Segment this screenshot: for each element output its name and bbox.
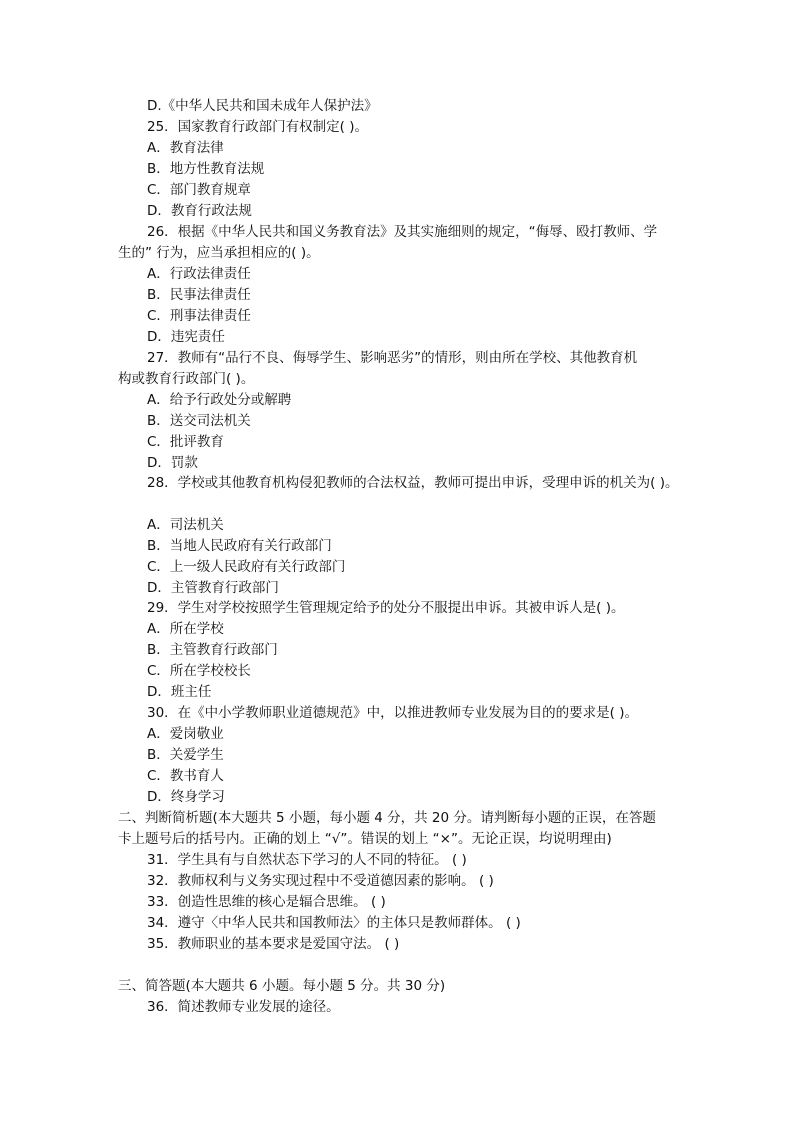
option-30d: D．终身学习 bbox=[147, 789, 225, 805]
question-31: 31．学生具有与自然状态下学习的人不同的特征。 ( ) bbox=[147, 852, 467, 868]
option-30a: A．爱岗敬业 bbox=[147, 726, 224, 742]
question-26-cont: 生的” 行为，应当承担相应的( )。 bbox=[118, 245, 320, 261]
option-28c: C．上一级人民政府有关行政部门 bbox=[147, 559, 346, 575]
option-30c: C．教书育人 bbox=[147, 768, 224, 784]
section-2-heading: 二、判断简析题(本大题共 5 小题，每小题 4 分，共 20 分。请判断每小题的正误，在答题 bbox=[118, 810, 656, 826]
question-27: 27．教师有“品行不良、侮辱学生、影响恶劣”的情形，则由所在学校、其他教育机 bbox=[147, 350, 638, 366]
question-30: 30．在《中小学教师职业道德规范》中，以推进教师专业发展为目的的要求是( )。 bbox=[147, 705, 639, 721]
option-25d: D．教育行政法规 bbox=[147, 203, 252, 219]
option-25c: C．部门教育规章 bbox=[147, 182, 251, 198]
option-24d: D.《中华人民共和国未成年人保护法》 bbox=[147, 98, 378, 114]
question-36: 36．简述教师专业发展的途径。 bbox=[147, 999, 340, 1015]
question-29: 29．学生对学校按照学生管理规定给予的处分不服提出申诉。其被申诉人是( )。 bbox=[147, 600, 625, 616]
option-29a: A．所在学校 bbox=[147, 621, 224, 637]
option-29b: B．主管教育行政部门 bbox=[147, 642, 278, 658]
question-35: 35．教师职业的基本要求是爱国守法。 ( ) bbox=[147, 936, 400, 952]
option-27b: B．送交司法机关 bbox=[147, 413, 251, 429]
option-27a: A．给予行政处分或解聘 bbox=[147, 392, 292, 408]
option-26a: A．行政法律责任 bbox=[147, 266, 251, 282]
option-29c: C．所在学校校长 bbox=[147, 663, 251, 679]
option-28a: A．司法机关 bbox=[147, 517, 224, 533]
option-25a: A．教育法律 bbox=[147, 140, 224, 156]
option-28b: B．当地人民政府有关行政部门 bbox=[147, 538, 332, 554]
option-27d: D．罚款 bbox=[147, 455, 198, 471]
option-28d: D．主管教育行政部门 bbox=[147, 580, 279, 596]
option-29d: D．班主任 bbox=[147, 684, 212, 700]
question-28: 28．学校或其他教育机构侵犯教师的合法权益，教师可提出申诉，受理申诉的机关为( )。 bbox=[147, 475, 679, 491]
question-34: 34．遵守〈中华人民共和国教师法〉的主体只是教师群体。 ( ) bbox=[147, 915, 521, 931]
option-26b: B．民事法律责任 bbox=[147, 287, 251, 303]
question-32: 32．教师权利与义务实现过程中不受道德因素的影响。 ( ) bbox=[147, 873, 494, 889]
question-27-cont: 构或教育行政部门( )。 bbox=[118, 371, 255, 387]
question-25: 25．国家教育行政部门有权制定( )。 bbox=[147, 119, 369, 135]
option-30b: B．关爱学生 bbox=[147, 747, 224, 763]
section-2-heading-cont: 卡上题号后的括号内。正确的划上 “√”。错误的划上 “×”。无论正误，均说明理由) bbox=[118, 831, 612, 847]
option-26d: D．违宪责任 bbox=[147, 329, 225, 345]
option-25b: B．地方性教育法规 bbox=[147, 161, 265, 177]
option-27c: C．批评教育 bbox=[147, 434, 224, 450]
option-26c: C．刑事法律责任 bbox=[147, 308, 251, 324]
question-33: 33．创造性思维的核心是辐合思维。 ( ) bbox=[147, 894, 386, 910]
section-3-heading: 三、简答题(本大题共 6 小题。每小题 5 分。共 30 分) bbox=[118, 978, 446, 994]
question-26: 26．根据《中华人民共和国义务教育法》及其实施细则的规定，“侮辱、殴打教师、学 bbox=[147, 224, 658, 240]
